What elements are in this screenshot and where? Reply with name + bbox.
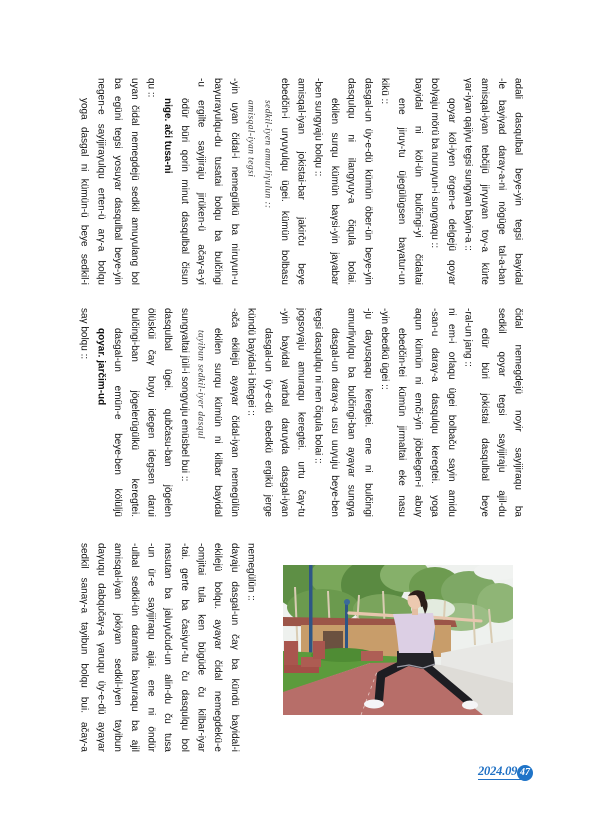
text-column: kündü bayidal-i bitegei :: [245, 308, 257, 416]
text-column: dasqulbal ügei. qubčasu-ban jögelen [162, 308, 174, 517]
text-column: edür büri jokistai dasqulbal beye [479, 328, 491, 517]
text-column: ödür büri qorin minut dasqulbal čisun [178, 98, 190, 285]
text-column: kikü :: [379, 78, 391, 105]
text-column: dasgal-un üy-e-dü ebedkü ergikü jerge [262, 328, 274, 517]
text-column: ölüsküi čaγ buyu idegen idegsen darui [145, 308, 157, 517]
text-column: -un ür-e sayijiraqu ajai. ene ni öndür [145, 543, 157, 752]
text-column: -yin uyan čidal-i nemegülkü ba niruγun-u [228, 78, 240, 285]
text-column: ba egüni tegsi yosuγar dasqulbal beye-yin [112, 78, 124, 285]
sneaker [364, 700, 384, 709]
text-column: baγuraγulqu-du tusatai bolqu ba bulčingi [212, 78, 224, 285]
text-column: -le bayiγad daraγ-a-ni nögüge tal-a-ban [495, 78, 507, 285]
text-column: dasgal-un emün-e beye-ben kölüljü [112, 328, 124, 517]
text-column: amisqal-iyan tebčijü jirγuγan toγ-a kürte [479, 78, 491, 285]
text-column: -ača ekilejü ayaγar čidal-iyan nemegülün [228, 308, 240, 517]
text-column: -ju dayusqaqu keregtei. ene ni bulčingi [362, 308, 374, 517]
yoga-photo [283, 565, 513, 715]
text-column: ebedčin-i urγuγulqu ügei. kümün bolbasu [278, 78, 290, 285]
quote-column: sedkil-iyen amurliγulun :: [262, 100, 273, 209]
text-column: amisqal-iyan jokistai-bar jakirču beye [295, 78, 307, 285]
text-column: amurliγulqu ba bulčingi-ban ayaγar sungγa [345, 308, 357, 517]
text-column: čidal nemegdejü noyir sayijiraqu ba [512, 308, 524, 517]
text-column: -omjitai tula ken bügüde ču kilbar-iyar [195, 543, 207, 752]
text-column: ekilejü bolqu. ayaγar čidal nemegdekü-e [212, 543, 224, 752]
text-column: -yin ebedkü ügei :: [379, 308, 391, 390]
text-column: amisqal-iyan jokiyan sedkil-iyen tayibun [112, 543, 124, 752]
text-column: qu :: [145, 78, 157, 98]
text-band-middle [75, 308, 526, 517]
text-column: ene jiruγ-tu üjegülügsen baγatur-un [395, 98, 407, 285]
page-number-badge [517, 765, 533, 781]
text-column: qoyar köl-iyen örgen-e delgejü qoyar [445, 98, 457, 285]
text-column: bulčingi-ban jögelerügülkü keregtei. [128, 308, 140, 517]
text-column: daγaju dasgal-un čaγ ba kündü bayidal-i [228, 543, 240, 752]
quote-column: tayibun sedkil-iyer dasqul [195, 330, 206, 440]
text-column: jogsoγaju amuraqu keregtei. urtu čaγ-tu [295, 308, 307, 517]
folio-underline [478, 779, 522, 780]
text-column: ekilen surqu kümün ni kilbar bayidal [212, 328, 224, 517]
text-column: bayidal ni köl-ün bulčingi-yi čidaltai [412, 78, 424, 285]
text-column: sedkil qoyar tegsi sayijiraju ajil-du [495, 308, 507, 517]
text-column: aqun kümün ni emči-yin jöbelegen-i abuγ [412, 308, 424, 517]
subheading-column: nige. ači tusa-ni [162, 98, 174, 174]
text-column: saγ bolqu :: [78, 308, 90, 360]
folio [478, 763, 538, 783]
text-column: dasqulqu ni ilangγuy-a čiqula bolai. [345, 78, 357, 285]
text-column: -yin bayidal γarbal daruγda dasgal-iyan [278, 308, 290, 517]
text-column: negen-e sayijiraγulqu erten-ü arγ-a bolqu [95, 78, 107, 285]
text-column: adali dasqulbal beye-yin tegsi bayidal [512, 78, 524, 285]
issue-date: 2024.09 [478, 764, 518, 778]
woman-shirt [393, 613, 435, 653]
text-column: nemegülün :: [245, 543, 257, 601]
text-column: -ben sungγaju bolqu :: [312, 78, 324, 177]
text-column: -ulbal sedkil-ün daramta baγuraqu ba ajil [128, 543, 140, 752]
text-column: γar-iyan qajiγu tegsi sungγan bayin-a :: [462, 78, 474, 251]
text-column: -u ergilte sayijiraju jirüken-ü ačaγ-a-yi [195, 78, 207, 285]
text-column: sungγaltai jüil-i songγuju emüsbel bui :: [178, 308, 190, 482]
text-band-top [75, 78, 526, 285]
text-column: ekilen surqu kümün baγsi-yin jaγabar [329, 98, 341, 285]
text-column: tegsi dasqulqu ni nen čiqula bolai :: [312, 308, 324, 464]
text-band-bottom [75, 543, 259, 752]
quote-column: amisqal-iyan tegsi [245, 100, 256, 178]
text-column: nasutan ba jaluγučud-un alin-du ču tusa [162, 543, 174, 752]
text-column: -san-u daraγ-a dasqulqu keregtei. yoga [429, 308, 441, 517]
text-column: daγuqu dabqučaγ-a γaruqu üy-e-dü ayaγar [95, 543, 107, 752]
subheading-column: qoyar. jarčim-ud [95, 328, 107, 406]
text-column: yoga dasgal ni kümün-ü beye sedkil-i [78, 98, 90, 285]
sneaker [462, 701, 478, 710]
lamp-post [309, 565, 313, 665]
text-column: uyan čidal nemegdejü sedkil amuγulang bol [128, 78, 140, 285]
text-column: dasgal-un daraγ-a usu uuγuju beye-ben [329, 328, 341, 517]
text-column: -tai. gerte ba časiγur-tu ču dasqulqu bol [178, 543, 190, 752]
text-column: ni em-i orlaqu ügei bolbaču sayin amidu [445, 308, 457, 517]
lamp-head [344, 599, 350, 605]
text-column: sedkil sanaγ-a tayibun bolqu bui. ačaγ-a [78, 543, 90, 752]
text-column: dasgal-un üy-e-dü kümün öber-ün beye-yin [362, 78, 374, 285]
text-column: ebedčin-tei kümün jirmaltai eke nasu [395, 328, 407, 517]
text-column: -ral-un jang :: [462, 308, 474, 367]
text-column: bolγaju mörü ba nuruγun-i sungγaqu :: [429, 78, 441, 249]
page-number: 47 [520, 767, 530, 778]
